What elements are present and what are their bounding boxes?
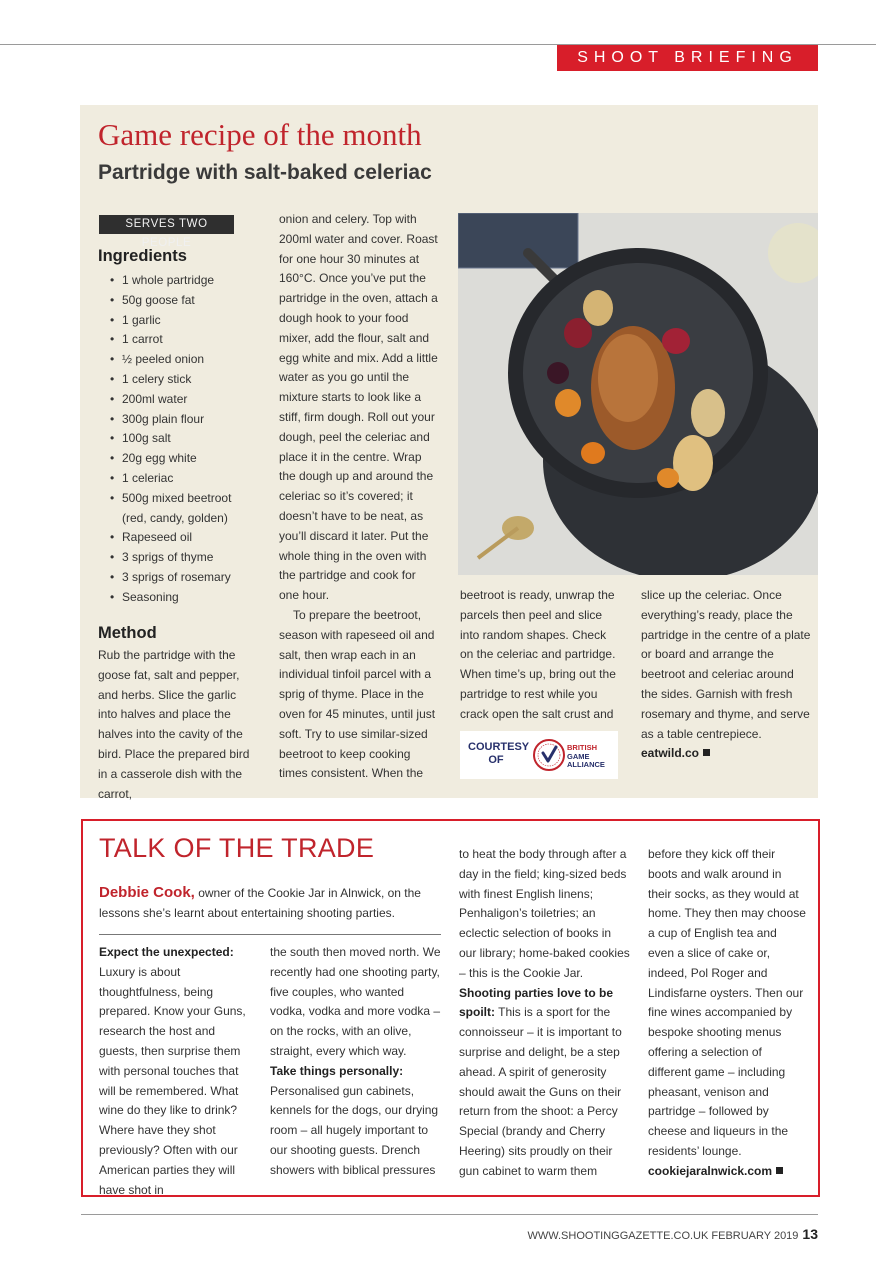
serves-badge: SERVES TWO PEOPLE (99, 215, 234, 234)
recipe-website-link[interactable]: eatwild.co (641, 746, 700, 761)
trade-person-name: Debbie Cook, (99, 884, 195, 901)
trade-column-3 (459, 845, 631, 1182)
method-column-3 (460, 586, 622, 725)
bottom-rule (81, 1214, 818, 1215)
method-column-2 (279, 210, 439, 784)
ingredients-heading: Ingredients (98, 247, 187, 265)
trade-text-3b: This is a sport for the connoisseur – it is important to surprise and delight, be a step ahead. A spirit of generosity should await the Guns on their return from the shoot: a Percy Special (brandy and Cherry Heering) sits proudly on their gun cabinet to warm them (459, 1005, 622, 1178)
recipe-subtitle: Partridge with salt-baked celeriac (98, 161, 432, 184)
ingredient-item: • 1 carrot (110, 330, 231, 350)
ingredient-item: • 20g egg white (110, 449, 231, 469)
page-number: 13 (802, 1226, 818, 1242)
trade-text-3a: to heat the body through after a day in the field; king-sized beds with finest English linens; Penhaligon’s toiletries; an eclectic selection of books in our library; home-baked cookies – this is the Cookie Jar. (459, 847, 630, 980)
trade-column-4 (648, 845, 806, 1182)
ingredient-item: • 500g mixed beetroot (110, 489, 231, 509)
ingredient-item: • 1 celery stick (110, 370, 231, 390)
british-game-alliance-icon (532, 736, 566, 774)
ingredient-item: • 3 sprigs of rosemary (110, 568, 231, 588)
ingredient-item: (red, candy, golden) (122, 510, 228, 525)
ingredient-item: • Seasoning (110, 588, 231, 608)
ingredients-list (110, 271, 231, 608)
partridge-pan-image (458, 213, 818, 575)
ingredient-item: • 1 garlic (110, 311, 231, 331)
end-mark-icon (776, 1167, 783, 1174)
trade-text-4: before they kick off their boots and walk around in their socks, as they would at home. They then may choose a cup of English tea and even a slice of cake or, indeed, Pol Roger and Lindisfarne oysters. Then our fine wines accompanied by bespoke shooting menus offering a selection of different game – including pheasant, venison and partridge – followed by cheese and liqueurs in the residents’ lounge. (648, 847, 806, 1158)
section-tag: SHOOT BRIEFING (557, 45, 818, 71)
trade-subheading-2: Take things personally: (270, 1063, 404, 1078)
recipe-panel (80, 105, 818, 801)
method-heading: Method (98, 624, 157, 642)
end-mark-icon (703, 749, 710, 756)
ingredient-item: • 200ml water (110, 390, 231, 410)
method-text-3: beetroot is ready, unwrap the parcels then peel and slice into random shapes. Check on the celeriac and partridge. When time’s up, bring out the partridge to rest while you crack open the salt crust and (460, 588, 616, 721)
ingredient-item: • 1 celeriac (110, 469, 231, 489)
method-text-2a: onion and celery. Top with 200ml water and cover. Roast for one hour 30 minutes at 160°C. Once you’ve put the partridge in the oven, attach a dough hook to your food mixer, add the flour, salt and egg white and mix. Add a little water as you go until the mixture starts to look like a stiff, firm dough. Roll out your dough, peel the celeriac and place it in the centre. Wrap the dough up and around the celeriac so it’s covered; it doesn’t have to be neat, as you’ll discard it later. Put the whole thing in the oven with the partridge and cook for one hour. (279, 212, 438, 603)
ingredient-item: • 100g salt (110, 429, 231, 449)
method-text-4: slice up the celeriac. Once everything’s ready, place the partridge in the centre of a plate or board and arrange the beetroot and celeriac around the sides. Garnish with fresh rosemary and thyme, and serve as a table centrepiece. (641, 588, 811, 741)
talk-of-the-trade-panel (81, 819, 820, 1197)
trade-column-1 (99, 943, 257, 1200)
trade-subheading-3: Shooting parties love to be spoilt: (459, 985, 614, 1020)
trade-subheading-1: Expect the unexpected: (99, 945, 234, 959)
trade-website-link[interactable]: cookiejaralnwick.com (648, 1163, 773, 1178)
trade-text-2a: the south then moved north. We recently had one shooting party, five couples, who wanted vodka, vodka and more vodka – on the rocks, with an olive, straight, every which way. (270, 945, 441, 1058)
trade-column-2 (270, 943, 442, 1181)
ingredient-item: • 300g plain flour (110, 410, 231, 430)
trade-intro-text: owner of the Cookie Jar in Alnwick, on the lessons she’s learnt about entertaining shooting parties. (99, 886, 421, 920)
footer-site-date: WWW.SHOOTINGGAZETTE.CO.UK FEBRUARY 2019 (527, 1230, 799, 1242)
ingredient-item: • 3 sprigs of thyme (110, 548, 231, 568)
ingredient-item: • ½ peeled onion (110, 350, 231, 370)
method-text-2b: To prepare the beetroot, season with rapeseed oil and salt, then wrap each in an individual tinfoil parcel with a sprig of thyme. Place in the oven for 45 minutes, until just soft. Try to use similar-sized beetroot to keep cooking times consistent. When the (279, 607, 436, 781)
method-text-1: Rub the partridge with the goose fat, salt and pepper, and herbs. Slice the garlic into halves and place the halves into the cavity of the bird. Place the prepared bird in a casserole dish with the carrot, (98, 648, 250, 801)
trade-text-2b: Personalised gun cabinets, kennels for the dogs, our drying room – all hugely important to our shooting guests. Drench showers with biblical pressures (270, 1083, 439, 1177)
trade-divider (99, 934, 441, 935)
recipe-title: Game recipe of the month (98, 117, 422, 152)
method-column-1 (98, 646, 256, 804)
trade-title: TALK OF THE TRADE (99, 833, 375, 863)
page-footer (527, 1226, 818, 1242)
ingredient-item: • 50g goose fat (110, 291, 231, 311)
method-column-4 (641, 586, 811, 764)
ingredient-item: • 1 whole partridge (110, 271, 231, 291)
courtesy-label: COURTESY OF (468, 741, 530, 766)
trade-text-1: Luxury is about thoughtfulness, being prepared. Know your Guns, research the host and guests, then surprise them with personal touches that will be remembered. What wine do they like to drink? Where have they shot previously? Often with our American parties they will have shot in (99, 964, 246, 1197)
courtesy-logo (460, 731, 618, 779)
ingredient-item: • Rapeseed oil (110, 528, 231, 548)
alliance-logo-text: BRITISH GAME ALLIANCE (567, 743, 605, 769)
recipe-photo (458, 213, 818, 575)
trade-intro (99, 883, 429, 924)
